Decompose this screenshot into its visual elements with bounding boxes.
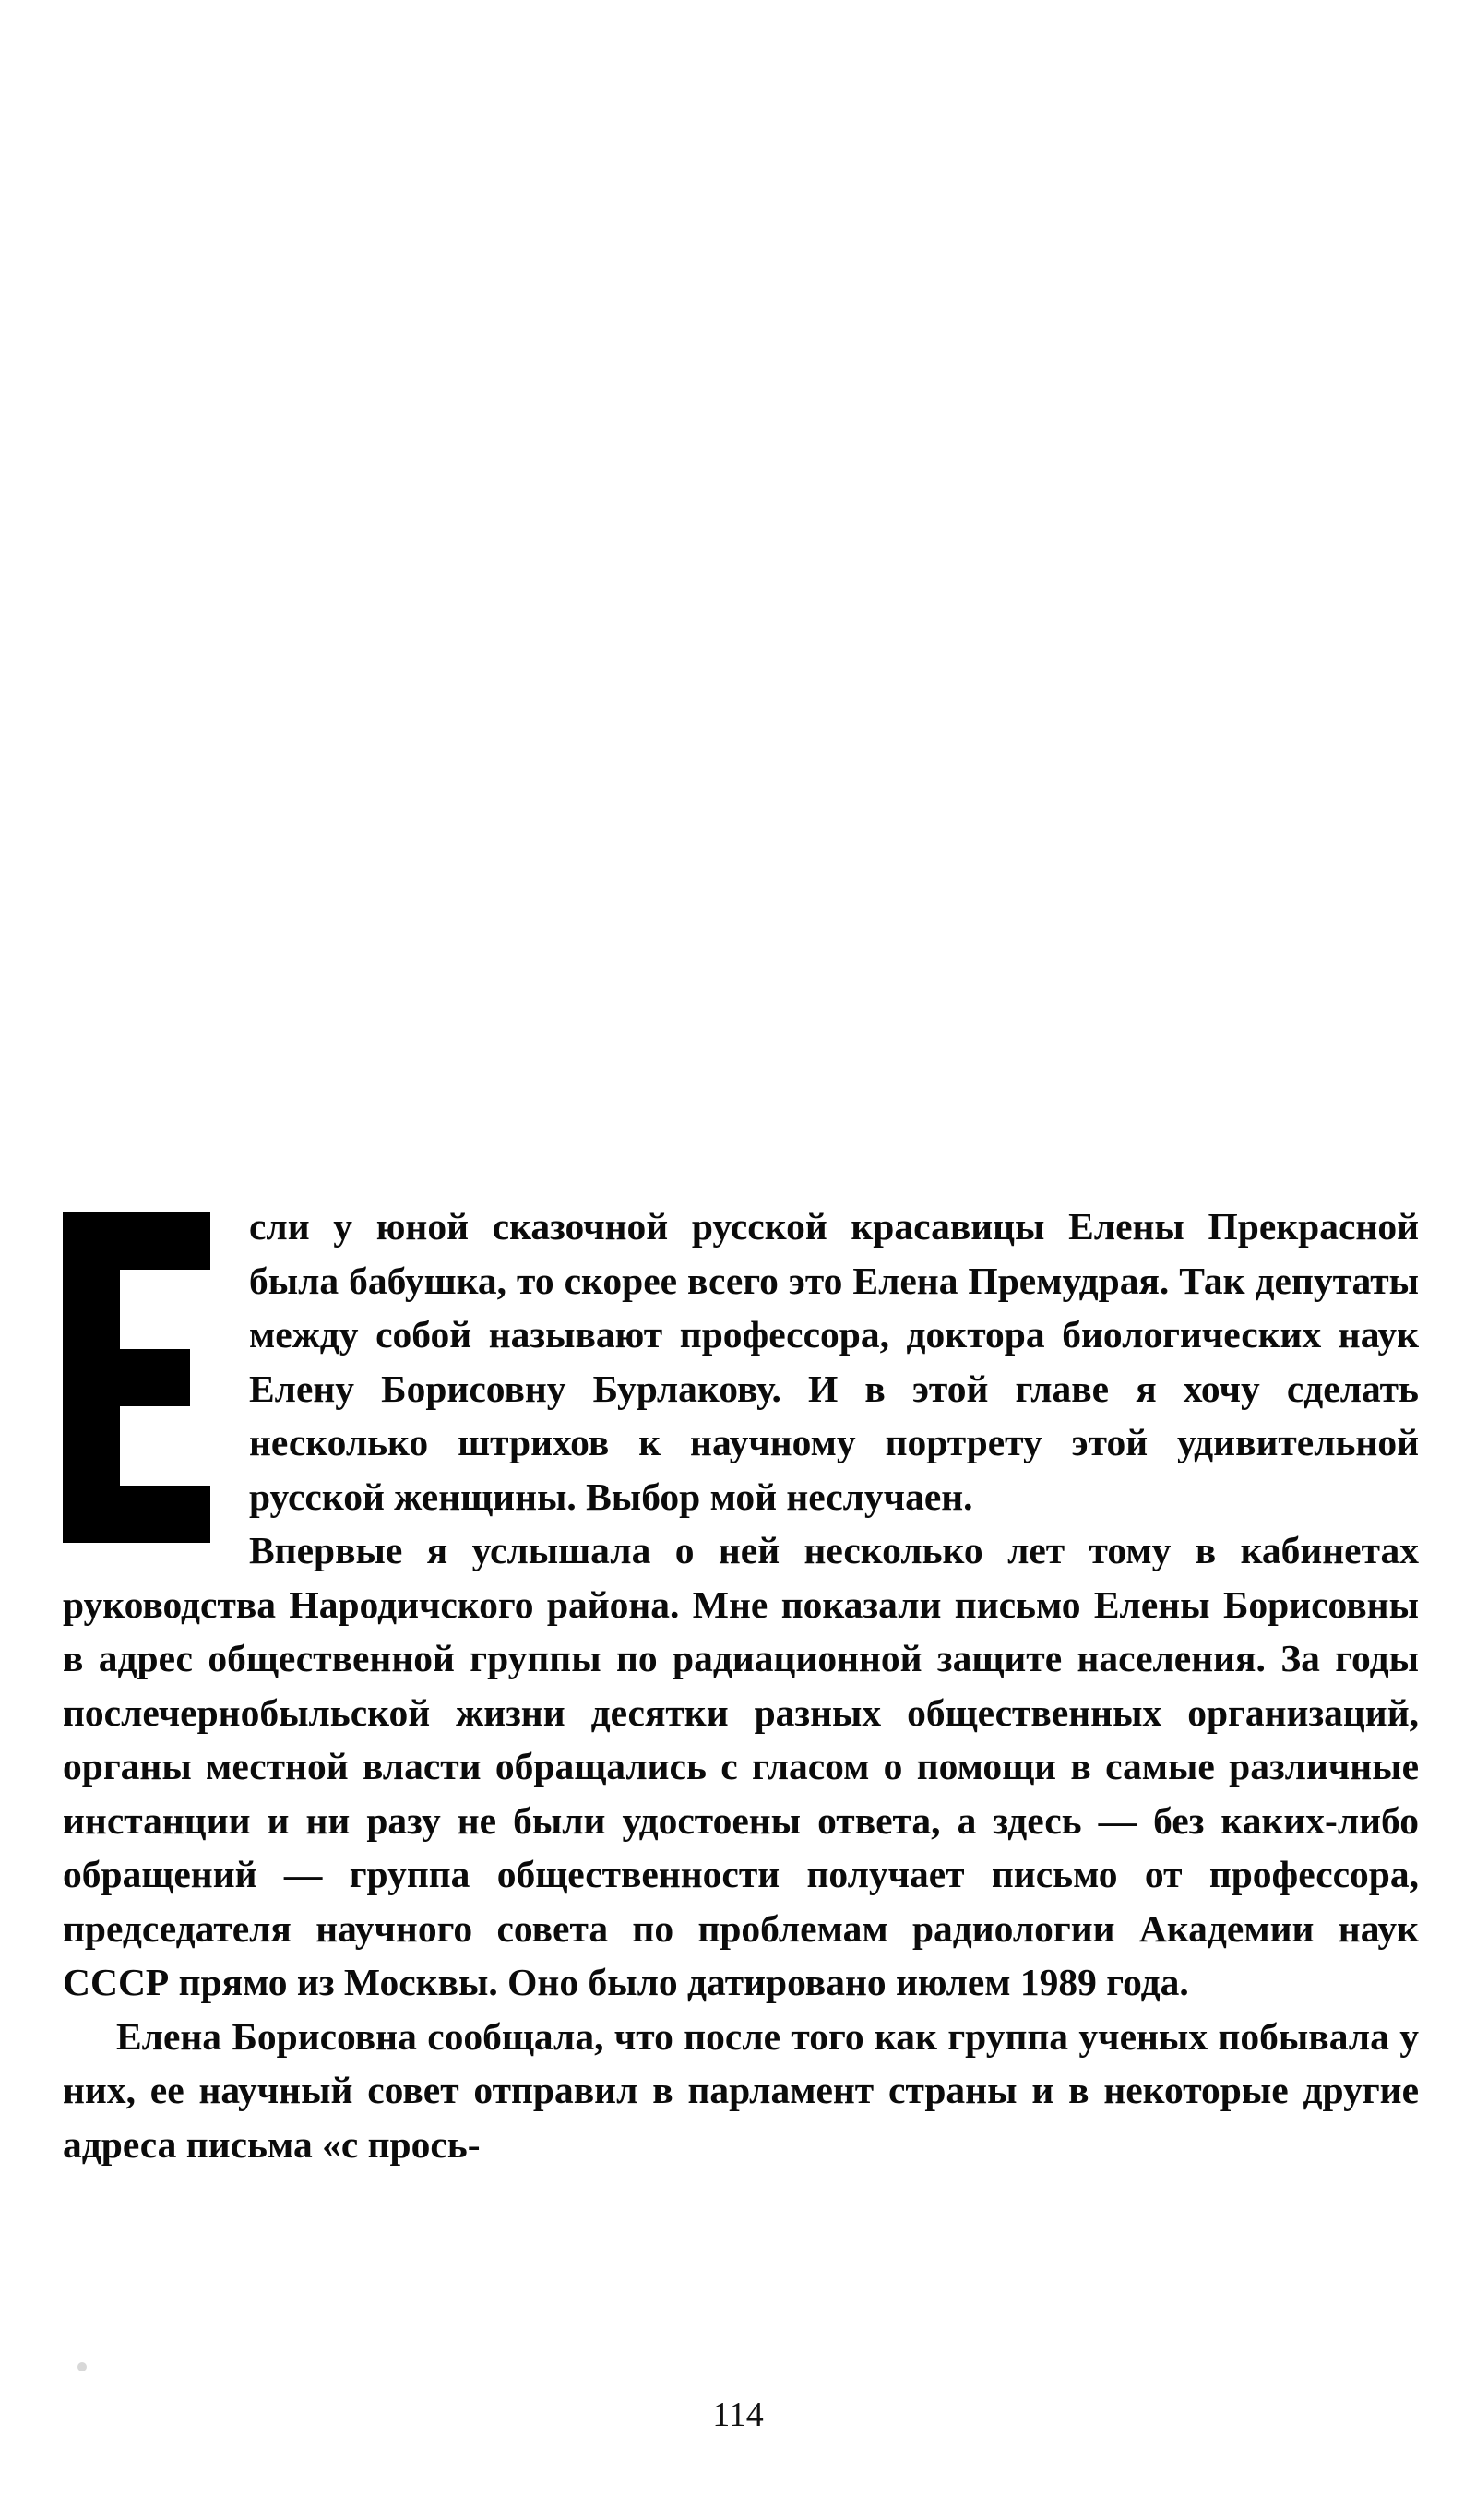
scan-artifact-dot bbox=[77, 2362, 87, 2371]
paragraph-2: Впервые я услышала о ней несколько лет тому в кабинетах руководства Народичского района. Мне показали письмо Елены Борисовны в адрес общественной группы по радиационной защите населения. За годы послечернобыльской жизни десятки разных общественных организаций, органы местной власти обращались с гласом о помощи в самые различные инстанции и ни разу не были удостоены ответа, а здесь — без каких-либо обращений — группа общественности получает письмо от профессора, председателя научного совета по проблемам радиологии Академии наук СССР прямо из Москвы. Оно было датировано июлем 1989 года. bbox=[63, 1529, 1419, 2003]
dropcap-arm-middle bbox=[63, 1349, 190, 1406]
dropcap-arm-bottom bbox=[63, 1486, 210, 1543]
page-number: 114 bbox=[712, 2395, 764, 2434]
dropcap-arm-top bbox=[63, 1212, 210, 1270]
page-text-block bbox=[63, 1200, 1419, 2171]
paragraph-3: Елена Борисовна сообщала, что после того как группа ученых побывала у них, ее научный совет отправил в парламент страны и в некоторые другие адреса письма «с прось- bbox=[63, 2014, 1419, 2166]
drop-cap-letter-e bbox=[63, 1212, 229, 1543]
paragraph-1: сли у юной сказочной русской красавицы Елены Прекрасной была бабушка, то скорее всего это Елена Премудрая. Так депутаты между собой называют профессора, доктора биологических наук Елену Борисовну Бурлакову. И в этой главе я хочу сделать несколько штрихов к научному портрету этой удивительной русской женщины. Выбор мой неслучаен. bbox=[249, 1205, 1419, 1518]
